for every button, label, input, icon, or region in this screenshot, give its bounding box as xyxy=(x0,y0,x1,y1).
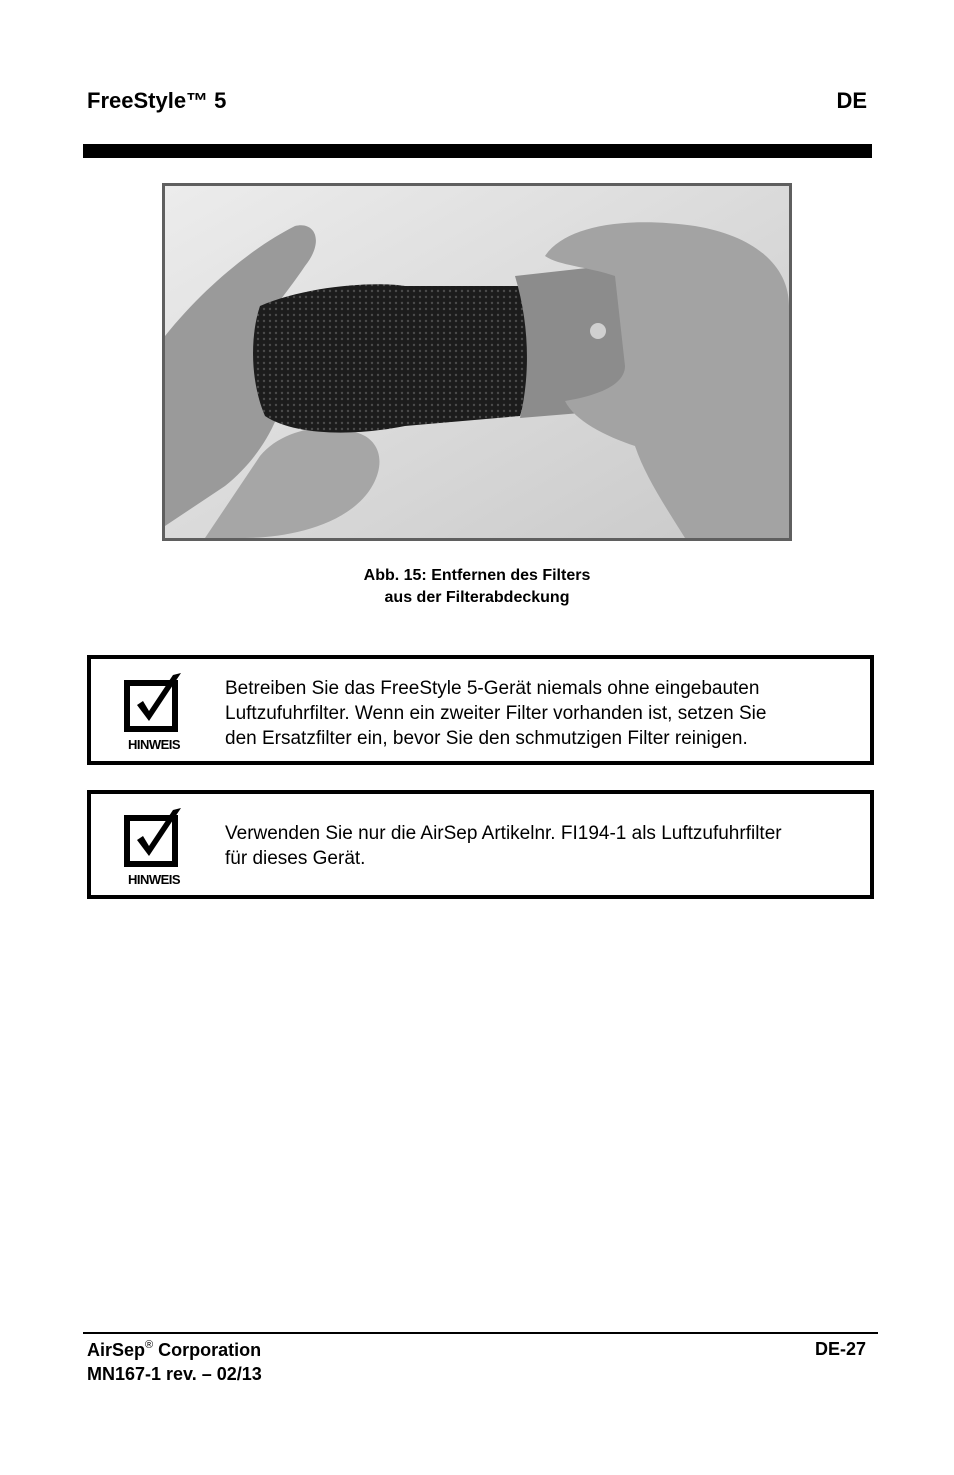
note-text-line: Luftzufuhrfilter. Wenn ein zweiter Filter vorhanden ist, setzen Sie xyxy=(225,703,767,724)
figure-caption xyxy=(0,565,954,609)
footer-divider xyxy=(83,1332,878,1334)
filter-removal-photo xyxy=(162,183,792,541)
header-title: FreeStyle™ 5 xyxy=(87,88,227,113)
header-divider xyxy=(83,144,872,158)
footer-page-number: DE-27 xyxy=(814,1339,866,1359)
note-box-filter-warning xyxy=(87,655,874,765)
checkmark-box-icon xyxy=(119,671,189,755)
header-language: DE xyxy=(836,88,867,113)
note-label: HINWEIS xyxy=(127,737,181,752)
photo-illustration xyxy=(165,186,789,538)
footer-company-suffix: Corporation xyxy=(158,1340,262,1360)
figure-caption-line-1: Abb. 15: Entfernen des Filters xyxy=(363,567,591,584)
registered-mark: ® xyxy=(145,1339,154,1351)
note-text-line: Betreiben Sie das FreeStyle 5-Gerät niemals ohne eingebauten xyxy=(225,678,760,699)
footer-company-name: AirSep xyxy=(87,1340,146,1360)
note-text xyxy=(225,676,860,751)
note-label: HINWEIS xyxy=(127,872,181,887)
note-text-line: für dieses Gerät. xyxy=(225,848,366,869)
footer-company xyxy=(87,1339,261,1361)
checkmark-box-icon xyxy=(119,806,189,890)
note-box-filter-part-number xyxy=(87,790,874,899)
note-text-line: den Ersatzfilter ein, bevor Sie den schmutzigen Filter reinigen. xyxy=(225,728,748,749)
note-text xyxy=(225,821,860,871)
footer-revision: MN167-1 rev. – 02/13 xyxy=(87,1364,262,1384)
figure-caption-line-2: aus der Filterabdeckung xyxy=(384,589,570,606)
note-text-line: Verwenden Sie nur die AirSep Artikelnr. FI194-1 als Luftzufuhrfilter xyxy=(225,823,782,844)
